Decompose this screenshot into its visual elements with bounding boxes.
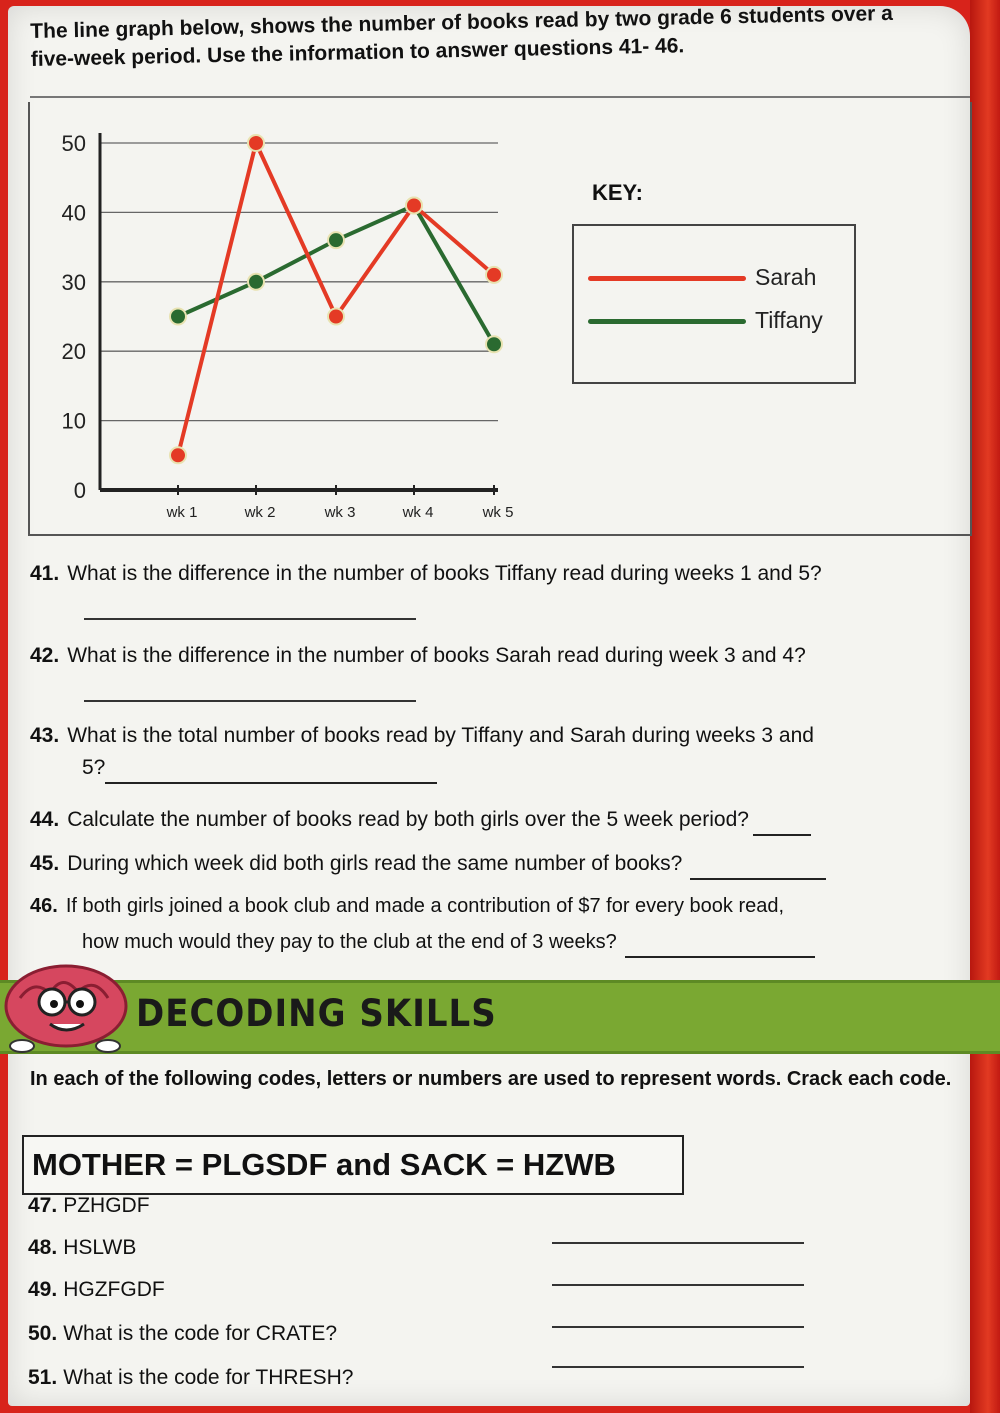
y-tick-label: 40 <box>61 200 86 226</box>
question-text: If both girls joined a book club and made a contribution of $7 for every book read, <box>65 895 785 917</box>
item-text: What is the code for THRESH? <box>63 1366 354 1389</box>
legend-title: KEY: <box>592 180 643 205</box>
data-point-sarah <box>406 197 422 213</box>
item-text: HSLWB <box>63 1236 137 1259</box>
y-tick-label: 30 <box>61 269 86 295</box>
decoding-title: DECODING SKILLS <box>136 992 497 1036</box>
question-text: 5? <box>82 756 106 779</box>
question-text: What is the difference in the number of books Tiffany read during weeks 1 and 5? <box>67 562 822 585</box>
x-tick-label: wk 2 <box>244 504 276 521</box>
chart-grid <box>100 133 498 490</box>
answer-line-45[interactable] <box>690 858 826 880</box>
series-line-sarah <box>178 143 494 455</box>
question-44 <box>30 804 811 836</box>
y-tick-label: 10 <box>61 408 86 434</box>
item-text: PZHGDF <box>63 1194 150 1217</box>
data-point-tiffany <box>486 336 502 352</box>
question-text: What is the total number of books read by Tiffany and Sarah during weeks 3 and <box>67 724 814 747</box>
answer-line-42[interactable] <box>84 700 416 702</box>
item-number: 48. <box>28 1236 58 1259</box>
question-text: Calculate the number of books read by both girls over the 5 week period? <box>67 808 749 831</box>
answer-line-46[interactable] <box>625 936 815 958</box>
question-number: 41. <box>30 562 60 585</box>
data-point-sarah <box>328 309 344 325</box>
item-number: 51. <box>28 1366 58 1389</box>
x-tick-label: wk 5 <box>482 504 514 521</box>
y-axis-ticks <box>62 131 86 503</box>
question-45 <box>30 848 826 880</box>
legend-swatch-tiffany <box>588 319 746 324</box>
question-text: During which week did both girls read the same number of books? <box>67 852 683 875</box>
data-point-tiffany <box>170 309 186 325</box>
answer-line-44[interactable] <box>753 814 811 836</box>
question-text: how much would they pay to the club at the end of 3 weeks? <box>82 931 617 953</box>
answer-line-41[interactable] <box>84 618 416 620</box>
answer-line-49[interactable] <box>552 1326 804 1328</box>
chart-lines <box>178 143 494 455</box>
answer-line-43[interactable] <box>105 762 437 784</box>
question-number: 43. <box>30 724 60 747</box>
question-number: 45. <box>30 852 60 875</box>
x-tick-label: wk 3 <box>324 504 356 521</box>
question-text: What is the difference in the number of books Sarah read during week 3 and 4? <box>67 644 806 667</box>
data-point-sarah <box>486 267 502 283</box>
data-point-sarah <box>248 135 264 151</box>
legend-swatch-sarah <box>588 276 746 281</box>
decode-item-51 <box>28 1366 353 1390</box>
graph-intro-text: The line graph below, shows the number of books read by two grade 6 students over a five-week period. Use the information to answer questions 41- 46. <box>30 1 894 71</box>
answer-line-47[interactable] <box>552 1242 804 1244</box>
x-tick-label: wk 4 <box>402 504 434 521</box>
data-point-tiffany <box>248 274 264 290</box>
legend-label-tiffany: Tiffany <box>755 307 823 333</box>
x-tick-label: wk 1 <box>166 504 198 521</box>
y-tick-label: 0 <box>73 478 86 503</box>
question-number: 44. <box>30 808 60 831</box>
decode-item-47 <box>28 1194 150 1218</box>
brain-mascot-icon <box>0 958 136 1054</box>
answer-line-48[interactable] <box>552 1284 804 1286</box>
question-number: 42. <box>30 644 60 667</box>
question-number: 46. <box>30 895 58 917</box>
item-number: 50. <box>28 1322 58 1345</box>
question-43 <box>30 720 814 752</box>
decode-item-48 <box>28 1236 136 1260</box>
code-key-box: MOTHER = PLGSDF and SACK = HZWB <box>22 1135 684 1195</box>
data-point-tiffany <box>328 232 344 248</box>
item-number: 49. <box>28 1278 58 1301</box>
question-46-continued <box>82 926 815 958</box>
y-tick-label: 20 <box>61 339 86 365</box>
legend-label-sarah: Sarah <box>755 264 817 290</box>
item-number: 47. <box>28 1194 58 1217</box>
legend-box <box>572 224 856 384</box>
question-42 <box>30 640 806 672</box>
y-tick-label: 50 <box>61 131 86 156</box>
item-text: HGZFGDF <box>63 1278 165 1301</box>
data-point-sarah <box>170 447 186 463</box>
decoding-intro: In each of the following codes, letters or numbers are used to represent words. Crack each code. <box>30 1068 952 1090</box>
decode-item-49 <box>28 1278 165 1302</box>
question-41 <box>30 558 822 590</box>
question-43-continued <box>82 752 437 784</box>
answer-line-50[interactable] <box>552 1366 804 1368</box>
question-46 <box>30 890 784 922</box>
decode-item-50 <box>28 1322 337 1346</box>
item-text: What is the code for CRATE? <box>63 1322 338 1345</box>
